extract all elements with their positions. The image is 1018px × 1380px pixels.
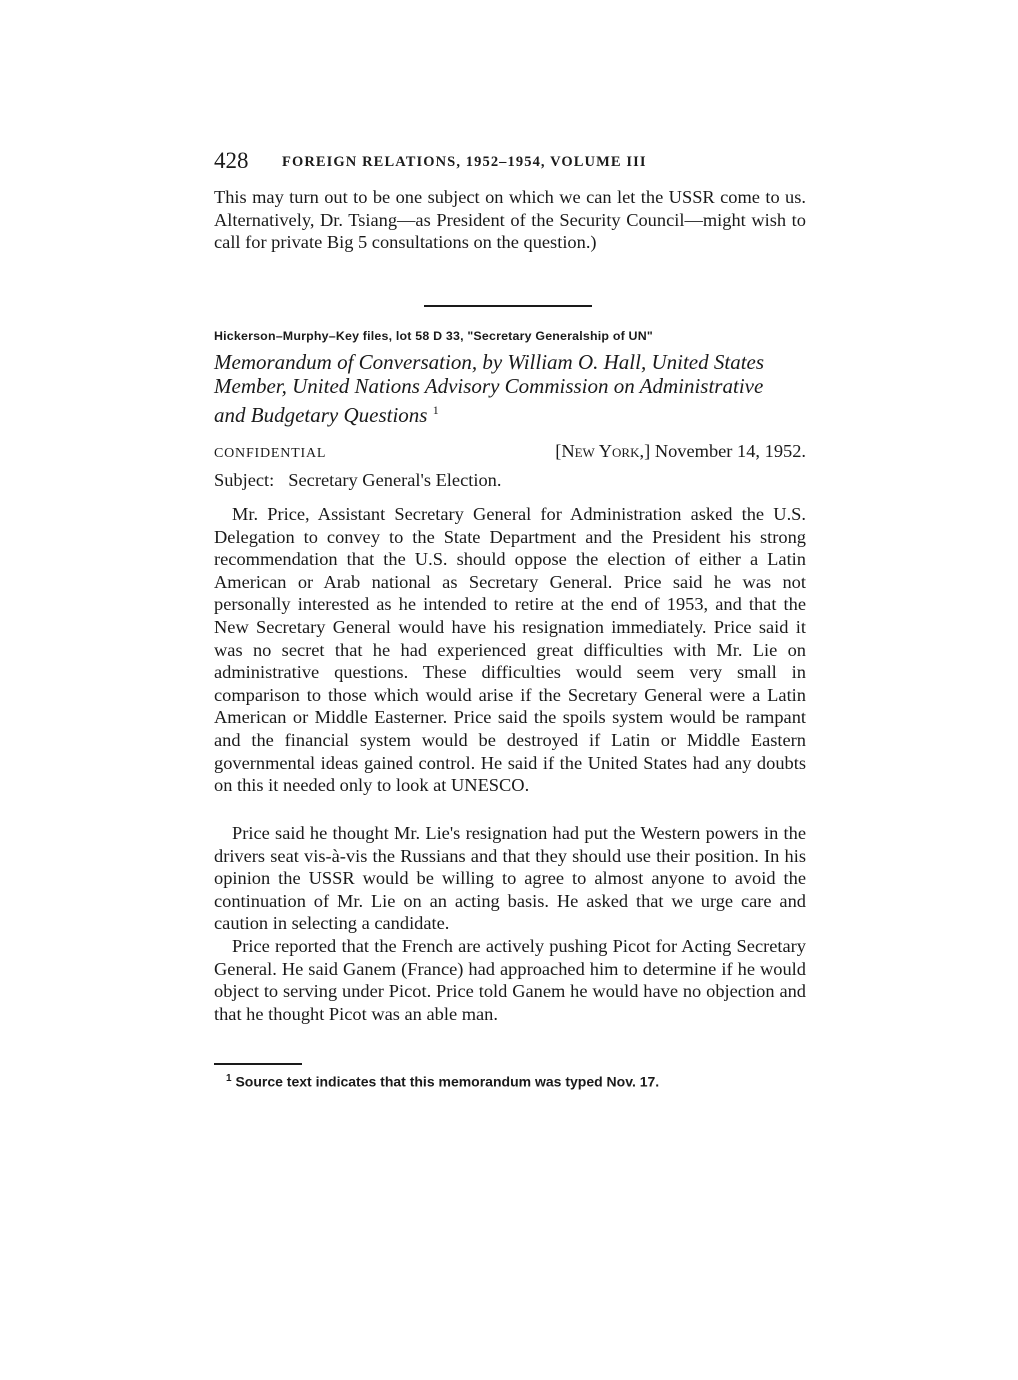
footnote-mark: 1	[226, 1073, 232, 1084]
footnote-text: Source text indicates that this memorandum was typed Nov. 17.	[235, 1073, 660, 1090]
subject-label: Subject:	[214, 470, 275, 490]
place: New York	[561, 441, 640, 461]
title-line-2: Member, United Nations Advisory Commission on Administrative	[214, 374, 764, 398]
running-head: FOREIGN RELATIONS, 1952–1954, VOLUME III	[282, 154, 647, 170]
footnote-rule	[214, 1063, 302, 1065]
place-close: ,]	[639, 441, 651, 461]
body-paragraph-2: Price said he thought Mr. Lie's resignation had put the Western powers in the drivers seat vis-à-vis the Russians and that they should use their position. In his opinion the USSR would be willing to agree to almost anyone to avoid the continuation of Mr. Lie on an acting basis. He asked that we urge care and caution in selecting a candidate.	[214, 823, 806, 934]
footnote	[226, 1073, 659, 1090]
opening-paragraph: This may turn out to be one subject on which we can let the USSR come to us. Alternatively, Dr. Tsiang—as President of the Security Council—might wish to call for private Big 5 consultations on the question.)	[214, 187, 806, 253]
body-paragraph-3: Price reported that the French are actively pushing Picot for Acting Secretary General. He said Ganem (France) had approached him to determine if he would object to serving under Picot. Price told Ganem he would have no objection and that he thought Picot was an able man.	[214, 936, 806, 1024]
body-paragraph-1: Mr. Price, Assistant Secretary General for Administration asked the U.S. Delegation to convey to the State Department and the President his strong recommendation that the U.S. should oppose the election of either a Latin American or Arab national as Secretary General. Price said he was not personally interested as he intended to retire at the end of 1953, and that the New Secretary General would have his resignation immediately. Price said it was no secret that he had experienced great difficulties with Mr. Lie on administrative questions. These difficulties would seem very small in comparison to those which would arise if the Secretary General were a Latin American or Middle Easterner. Price said the spoils system would be rampant and the financial system would be destroyed if Latin or Middle Eastern governmental ideas gained control. He said if the United States had any doubts on this it needed only to look at UNESCO.	[214, 504, 806, 796]
date: November 14, 1952.	[654, 441, 806, 461]
classification: CONFIDENTIAL	[214, 446, 327, 461]
section-divider	[424, 305, 592, 307]
source-note: Hickerson–Murphy–Key files, lot 58 D 33, "Secretary Generalship of UN"	[214, 329, 653, 343]
subject-text: Secretary General's Election.	[288, 470, 502, 490]
title-line-1: Memorandum of Conversation, by William O. Hall, United States	[214, 350, 765, 374]
dateline	[555, 441, 806, 462]
document-title	[214, 350, 806, 427]
title-line-3	[214, 398, 806, 427]
footnote-ref: 1	[432, 403, 439, 417]
page-number: 428	[214, 148, 249, 173]
place-open: [	[555, 441, 562, 461]
subject-line	[214, 470, 501, 491]
title-line-3-text: and Budgetary Questions	[214, 403, 428, 427]
